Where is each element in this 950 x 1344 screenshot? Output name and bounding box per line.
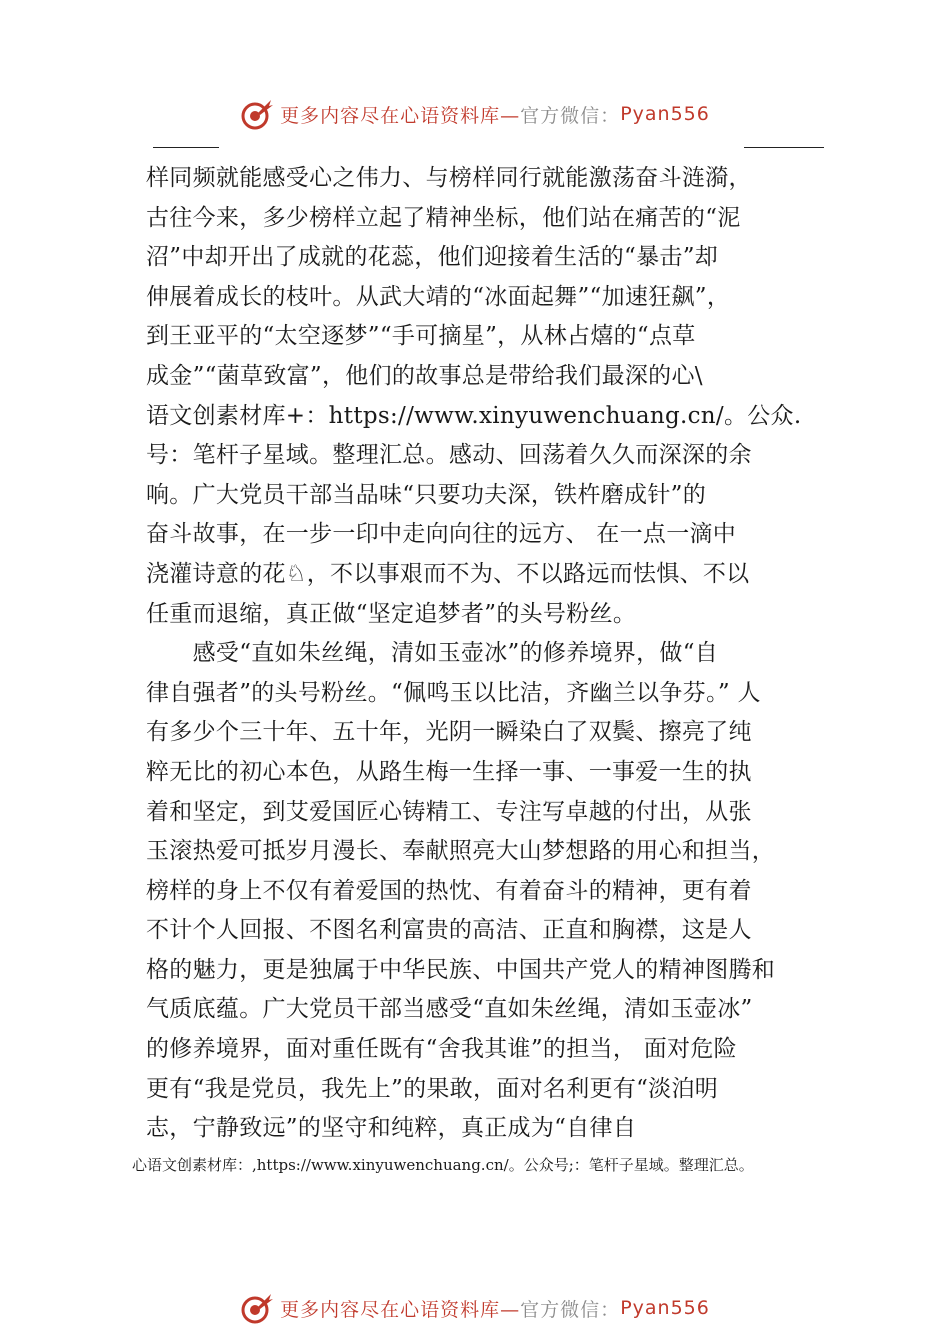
banner-wechat-label: 官方微信： [520, 104, 621, 127]
banner-wechat-label: 官方微信： [520, 1298, 621, 1321]
text-line: 成金”“菌草致富”，他们的故事总是带给我们最深的心\ [146, 362, 703, 389]
text-line: 到王亚平的“太空逐梦”“手可摘星”，从林占熺的“点草 [146, 323, 696, 350]
banner-wechat-id: Pyan556 [620, 1297, 710, 1319]
text-line: 律自强者”的头号粉丝。“佩鸣玉以比洁，齐幽兰以争芬。” 人 [146, 679, 761, 706]
quill-logo-icon [240, 1291, 274, 1325]
text-line: 样同频就能感受心之伟力、与榜样同行就能激荡奋斗涟漪， [146, 165, 752, 191]
text-line: 玉滚热爱可抵岁月漫长、奉献照亮大山梦想路的用心和担当， [146, 838, 776, 865]
text-line: 浇灌诗意的花♘，不以事艰而不为、不以路远而怯惧、不以 [146, 560, 750, 587]
text-line: 更有“我是党员，我先上”的果敢，面对名利更有“淡泊明 [146, 1075, 719, 1102]
text-line: 沼”中却开出了成就的花蕊，他们迎接着生活的“暴击”却 [146, 244, 719, 271]
text-line: 有多少个三十年、五十年，光阴一瞬染白了双鬓、擦亮了纯 [146, 719, 752, 746]
header-banner [0, 94, 950, 134]
text-line: 感受“直如朱丝绳，清如玉壶冰”的修养境界，做“自 [146, 640, 719, 667]
text-line: 志，宁静致远”的坚守和纯粹，真正成为“自律自 [146, 1115, 637, 1142]
text-line: 响。广大党员干部当品味“只要功夫深，铁杵磨成针”的 [146, 481, 707, 508]
article-body [146, 159, 836, 1149]
text-line: 任重而退缩，真正做“坚定追梦者”的头号粉丝。 [146, 600, 637, 627]
text-line: 语文创素材库+：https://www.xinyuwenchuang.cn/。公众. [146, 402, 802, 429]
banner-text: 更多内容尽在心语资料库— [280, 1298, 521, 1321]
text-line: 的修养境界，面对重任既有“舍我其谁”的担当， 面对危险 [146, 1036, 737, 1063]
footer-note: 心语文创素材库：,https://www.xinyuwenchuang.cn/。公众号;：笔杆子星域。整理汇总。 [132, 1156, 754, 1174]
header-rule-right [744, 147, 824, 148]
footer-banner [0, 1288, 950, 1328]
text-line: 号：笔杆子星域。整理汇总。感动、回荡着久久而深深的余 [146, 442, 752, 469]
banner-text: 更多内容尽在心语资料库— [280, 104, 521, 127]
text-line: 粹无比的初心本色，从路生梅一生择一事、一事爱一生的执 [146, 758, 752, 785]
text-line: 气质底蕴。广大党员干部当感受“直如朱丝绳，清如玉壶冰” [146, 996, 753, 1023]
text-line: 古往今来，多少榜样立起了精神坐标，他们站在痛苦的“泥 [146, 204, 741, 231]
text-line: 不计个人回报、不图名利富贵的高洁、正直和胸襟，这是人 [146, 917, 752, 944]
quill-logo-icon [240, 97, 274, 131]
text-line: 伸展着成长的枝叶。从武大靖的“冰面起舞”“加速狂飙”， [146, 283, 731, 310]
banner-wechat-id: Pyan556 [620, 103, 710, 125]
text-line: 着和坚定，到艾爱国匠心铸精工、专注写卓越的付出，从张 [146, 798, 752, 825]
text-line: 奋斗故事，在一步一印中走向向往的远方、 在一点一滴中 [146, 521, 737, 548]
text-line: 榜样的身上不仅有着爱国的热忱、有着奋斗的精神，更有着 [146, 877, 752, 904]
header-rule-left [153, 147, 219, 148]
text-line: 格的魅力，更是独属于中华民族、中国共产党人的精神图腾和 [146, 956, 776, 983]
